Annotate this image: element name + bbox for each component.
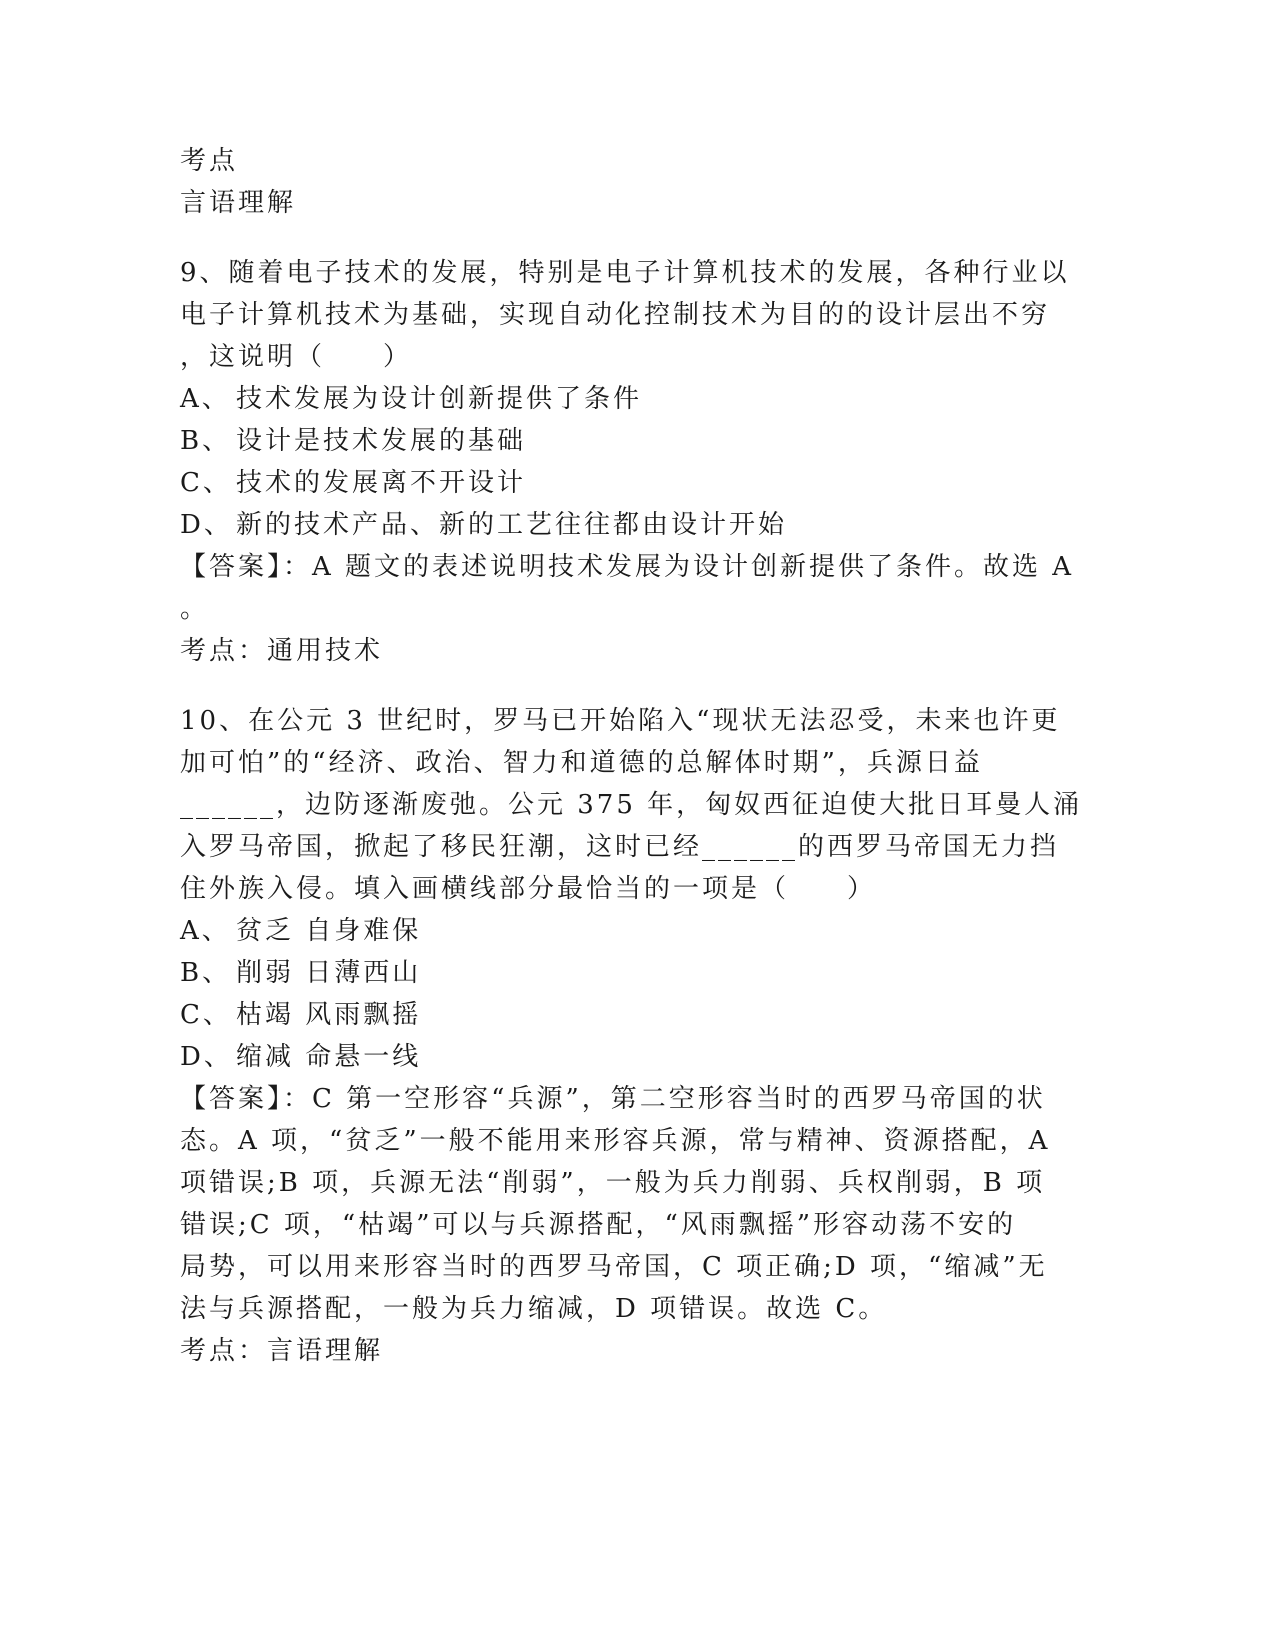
option-letter: D、 xyxy=(180,510,233,540)
question-stem-line: 9、随着电子技术的发展，特别是电子计算机技术的发展，各种行业以 xyxy=(180,258,1070,288)
answer-line: 【答案】：C 第一空形容“兵源”，第二空形容当时的西罗马帝国的状 xyxy=(180,1084,1046,1114)
option-d xyxy=(180,504,1080,546)
option-letter: C、 xyxy=(180,468,232,498)
option-a xyxy=(180,910,1080,952)
kaodian-label: 考点 xyxy=(180,146,239,176)
answer-line: 局势，可以用来形容当时的西罗马帝国，C 项正确;D 项，“缩减”无 xyxy=(180,1252,1048,1282)
question-stem-line: 电子计算机技术为基础，实现自动化控制技术为目的的设计层出不穷 xyxy=(180,300,1051,330)
document-page xyxy=(180,140,1083,1372)
answer-line: 态。A 项，“贫乏”一般不能用来形容兵源，常与精神、资源搭配，A xyxy=(180,1126,1051,1156)
question-stem-line: 加可怕”的“经济、政治、智力和道德的总解体时期”，兵源日益 xyxy=(180,748,983,778)
option-text: 技术的发展离不开设计 xyxy=(236,468,527,498)
option-text: 贫乏 自身难保 xyxy=(236,916,422,946)
question-stem-line: 入罗马帝国，掀起了移民狂潮，这时已经______的西罗马帝国无力挡 xyxy=(180,832,1060,862)
option-letter: A、 xyxy=(180,916,231,946)
option-text: 枯竭 风雨飘摇 xyxy=(236,1000,422,1030)
option-b xyxy=(180,420,1080,462)
question-stem-line: ______，边防逐渐废弛。公元 375 年，匈奴西征迫使大批日耳曼人涌 xyxy=(180,790,1083,820)
option-c xyxy=(180,994,1080,1036)
question-stem-line: 10、在公元 3 世纪时，罗马已开始陷入“现状无法忍受，未来也许更 xyxy=(180,706,1061,736)
option-text: 新的技术产品、新的工艺往往都由设计开始 xyxy=(236,510,788,540)
question-9 xyxy=(180,252,1080,672)
option-letter: A、 xyxy=(180,384,231,414)
answer-line: 。 xyxy=(180,594,210,624)
question-kaodian: 考点：言语理解 xyxy=(180,1336,384,1366)
answer-line: 【答案】：A 题文的表述说明技术发展为设计创新提供了条件。故选 A xyxy=(180,552,1075,582)
option-text: 削弱 日薄西山 xyxy=(236,958,422,988)
option-d xyxy=(180,1036,1080,1078)
answer-line: 法与兵源搭配，一般为兵力缩减，D 项错误。故选 C。 xyxy=(180,1294,888,1324)
option-letter: C、 xyxy=(180,1000,232,1030)
option-letter: B、 xyxy=(180,426,232,456)
option-letter: D、 xyxy=(180,1042,233,1072)
question-stem-line: ，这说明（ ） xyxy=(180,342,413,372)
question-stem-line: 住外族入侵。填入画横线部分最恰当的一项是（ ） xyxy=(180,874,877,904)
option-c xyxy=(180,462,1080,504)
option-letter: B、 xyxy=(180,958,232,988)
option-text: 技术发展为设计创新提供了条件 xyxy=(236,384,643,414)
option-a xyxy=(180,378,1080,420)
kaodian-value: 言语理解 xyxy=(180,188,297,218)
question-kaodian: 考点：通用技术 xyxy=(180,636,384,666)
option-text: 设计是技术发展的基础 xyxy=(236,426,527,456)
answer-line: 项错误;B 项，兵源无法“削弱”，一般为兵力削弱、兵权削弱，B 项 xyxy=(180,1168,1046,1198)
option-text: 缩减 命悬一线 xyxy=(236,1042,422,1072)
answer-line: 错误;C 项，“枯竭”可以与兵源搭配，“风雨飘摇”形容动荡不安的 xyxy=(180,1210,1017,1240)
option-b xyxy=(180,952,1080,994)
question-10 xyxy=(180,700,1083,1372)
